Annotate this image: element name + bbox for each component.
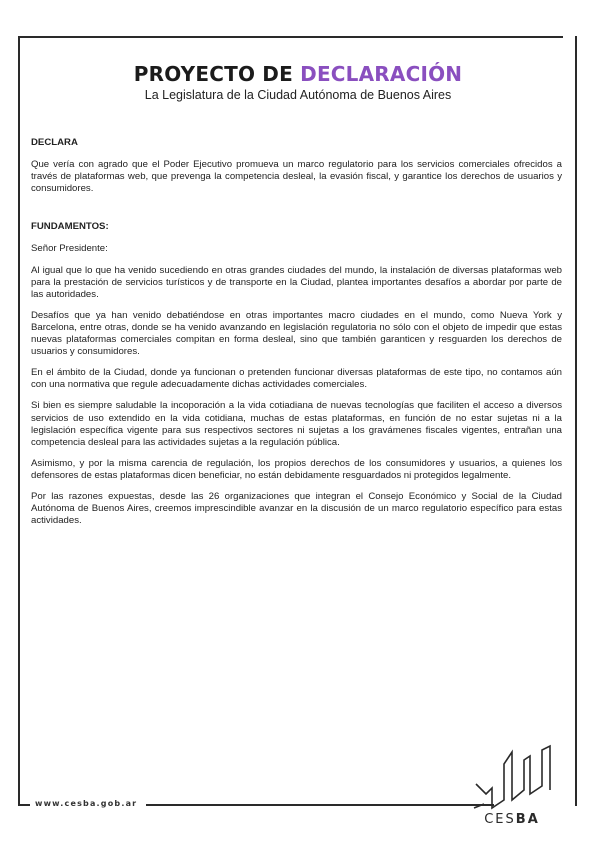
logo-text-bold: BA: [515, 812, 540, 827]
fundamentos-paragraph: Si bien es siempre saludable la incoporación a la vida cotiadiana de nuevas tecnologías que faciliten el acceso a diversos servicios de uso extendido en la vida cotidiana, muchas de estas plataformas, en función de no estar sujetas ni a la legislación específica vigente para sus respectivos sectores ni sujetas a los gravámenes fiscales vigentes, entrañan una competencia desleal para las actividades sujetas a la regulación pública.: [31, 400, 562, 448]
frame-left-line: [18, 36, 20, 806]
section-spacer: [31, 204, 562, 221]
declara-heading: DECLARA: [31, 137, 78, 148]
cesba-logo-text: [472, 812, 552, 827]
fundamentos-paragraph: Al igual que lo que ha venido sucediendo en otras grandes ciudades del mundo, la instalación de diversas plataformas web para la prestación de servicios turísticos y de transporte en la Ciudad, plantea importantes desafíos a abordar por parte de las autoridades.: [31, 264, 562, 300]
frame-top-line: [18, 36, 563, 38]
logo-text-light: CES: [484, 812, 516, 827]
fundamentos-paragraph: Por las razones expuestas, desde las 26 organizaciones que integran el Consejo Económico y Social de la Ciudad Autónoma de Buenos Aires, creemos imprescindible avanzar en la discusión de un marco regulatorio específico para estas actividades.: [31, 490, 562, 527]
fundamentos-heading: FUNDAMENTOS:: [31, 221, 109, 233]
document-body: [31, 137, 562, 536]
document-title: [0, 62, 596, 86]
document-subtitle: La Legislatura de la Ciudad Autónoma de Buenos Aires: [144, 88, 452, 102]
declara-text: Que vería con agrado que el Poder Ejecutivo promueva un marco regulatorio para los servicios comerciales ofrecidos a través de plataformas web, que prevenga la competencia desleal, la evasión fiscal, y garantice los derechos de usuarios y consumidores.: [31, 159, 562, 195]
title-accent: DECLARACIÓN: [300, 62, 463, 86]
frame-bottom-line-right: [146, 804, 494, 806]
fundamentos-paragraph: Asimismo, y por la misma carencia de regulación, los propios derechos de los consumidores y usuarios, a quienes los defensores de estas plataformas dicen beneficiar, no están debidamente resguardados ni protegidos legalmente.: [31, 457, 562, 481]
fundamentos-paragraph: Desafíos que ya han venido debatiéndose en otras importantes macro ciudades en el mundo, como Nueva York y Barcelona, entre otras, donde se ha venido avanzando en legislación regulatoria no sólo con el objeto de impedir que estas nuevas plataformas comerciales compitan en forma desleal, sino que también garanticen y resguarden los derechos de usuarios y consumidores.: [31, 309, 562, 358]
fundamentos-paragraph: En el ámbito de la Ciudad, donde ya funcionan o pretenden funcionar diversas plataformas de este tipo, no contamos aún con una normativa que regule adecuadamente dichas actividades comerciales.: [31, 367, 562, 391]
title-main: PROYECTO DE: [133, 62, 301, 86]
frame-bottom-line-left: [18, 804, 30, 806]
frame-right-line: [575, 36, 577, 806]
footer-url[interactable]: www.cesba.gob.ar: [35, 799, 138, 808]
salutation: Señor Presidente:: [31, 243, 108, 255]
